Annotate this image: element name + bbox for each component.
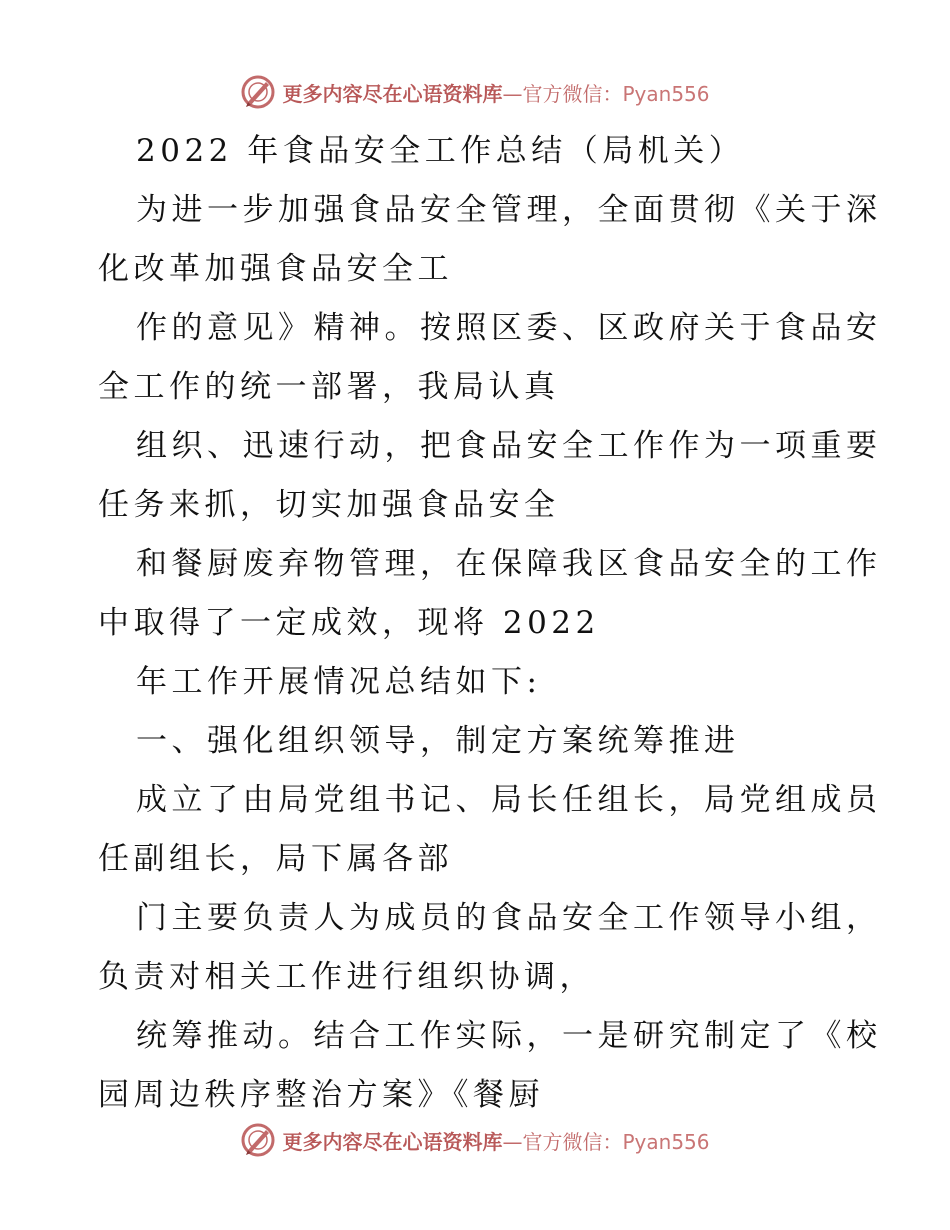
paragraph-line: 统筹推动。结合工作实际，一是研究制定了《校	[136, 1018, 882, 1054]
paragraph-line: 任副组长，局下属各部	[98, 841, 453, 877]
paragraph-line: 成立了由局党组书记、局长任组长，局党组成员	[136, 782, 882, 818]
watermark-text: 更多内容尽在心语资料库—官方微信：Pyan556	[282, 1129, 710, 1154]
document-body	[98, 122, 882, 1125]
paragraph-line: 全工作的统一部署，我局认真	[98, 369, 560, 405]
paragraph-line: 任务来抓，切实加强食品安全	[98, 487, 560, 523]
paragraph-line: 组织、迅速行动，把食品安全工作作为一项重要	[136, 428, 882, 464]
paragraph-line: 园周边秩序整治方案》《餐厨	[98, 1077, 544, 1113]
paragraph-line: 门主要负责人为成员的食品安全工作领导小组，	[136, 900, 882, 936]
paragraph-line: 化改革加强食品安全工	[98, 251, 453, 287]
pen-logo-icon	[240, 1122, 276, 1158]
paragraph-line: 中取得了一定成效，现将 2022	[98, 605, 600, 641]
pen-logo-icon	[240, 74, 276, 110]
footer-watermark	[0, 1120, 950, 1160]
paragraph-line: 作的意见》精神。按照区委、区政府关于食品安	[136, 310, 882, 346]
paragraph-line: 负责对相关工作进行组织协调，	[98, 959, 595, 995]
section-heading: 一、强化组织领导，制定方案统筹推进	[136, 723, 740, 759]
paragraph-line: 年工作开展情况总结如下:	[136, 664, 542, 700]
paragraph-line: 为进一步加强食品安全管理，全面贯彻《关于深	[136, 192, 882, 228]
watermark-text: 更多内容尽在心语资料库—官方微信：Pyan556	[282, 81, 710, 106]
document-title: 2022 年食品安全工作总结（局机关）	[136, 133, 745, 169]
paragraph-line: 和餐厨废弃物管理，在保障我区食品安全的工作	[136, 546, 882, 582]
header-watermark	[0, 72, 950, 112]
